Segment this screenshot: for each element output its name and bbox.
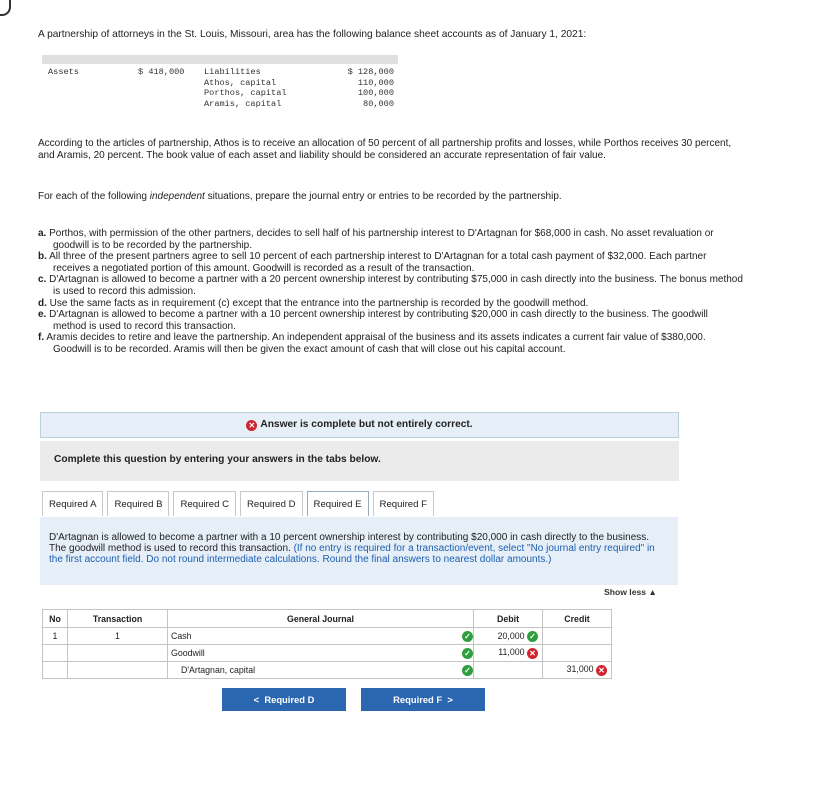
check-icon: ✓ — [462, 665, 473, 676]
tab-required-a[interactable]: Required A — [42, 491, 103, 516]
debit-value: 11,000 — [498, 647, 525, 657]
instruction-pre: For each of the following — [38, 191, 150, 202]
prev-label: Required D — [264, 694, 315, 705]
liab-label: Liabilities — [204, 67, 261, 77]
situation-item — [38, 332, 743, 355]
account-cell[interactable] — [168, 662, 474, 679]
answer-status-banner — [40, 412, 679, 438]
situation-letter: c. — [38, 274, 47, 286]
row-no: 1 — [43, 628, 68, 645]
journal-table — [42, 609, 612, 679]
credit-value: 31,000 — [566, 664, 594, 674]
liab-amount: 100,000 — [357, 88, 394, 98]
balance-sheet — [42, 55, 398, 126]
requirement-tabs — [42, 491, 438, 516]
incorrect-icon: ✕ — [596, 665, 607, 676]
debit-value: 20,000 — [497, 630, 525, 641]
credit-cell[interactable] — [543, 662, 612, 679]
page-edge-mark — [0, 0, 11, 16]
situation-item — [38, 298, 743, 310]
tab-required-d[interactable]: Required D — [240, 491, 303, 516]
row-transaction[interactable]: 1 — [68, 628, 168, 645]
tab-required-b[interactable]: Required B — [107, 491, 169, 516]
row-no — [43, 645, 68, 662]
account-name: Cash — [171, 631, 192, 641]
row-no — [43, 662, 68, 679]
situation-text: D'Artagnan is allowed to become a partner with a 10 percent ownership interest by contributing $20,000 in cash directly to the business. The goodwill method is used to record this transaction. — [49, 309, 708, 332]
table-row — [43, 628, 612, 645]
tab-required-f[interactable]: Required F — [373, 491, 434, 516]
table-header-row — [43, 610, 612, 628]
check-icon: ✓ — [462, 648, 473, 659]
situations-list — [38, 228, 743, 356]
situation-letter: e. — [38, 309, 47, 321]
instruction-text — [38, 191, 738, 203]
credit-cell[interactable] — [543, 645, 612, 662]
table-row — [43, 662, 612, 679]
situation-text: Aramis decides to retire and leave the partnership. An independent appraisal of the business and its assets indicates a current fair value of $380,000. Goodwill is to be recorded. Aramis will then be given the exact amount of cash that will close out his capital account. — [46, 332, 706, 355]
show-less-label: Show less — [604, 587, 647, 597]
situation-item — [38, 251, 743, 274]
liab-label: Aramis, capital — [204, 98, 282, 109]
liab-amount: 110,000 — [357, 77, 394, 88]
col-debit: Debit — [474, 610, 543, 628]
banner-text: Answer is complete but not entirely correct. — [260, 419, 473, 430]
col-no: No — [43, 610, 68, 628]
requirement-prompt — [40, 517, 678, 585]
situation-text: All three of the present partners agree to sell 10 percent of each partnership interest to D'Artagnan for a total cash payment of $32,000. Each partner receives a negotiated portion of this amount. Goodwill is recorded as a result of the transaction. — [49, 251, 707, 274]
liab-amount: $ 128,000 — [347, 67, 394, 77]
check-icon: ✓ — [462, 631, 473, 642]
table-row — [43, 645, 612, 662]
incorrect-icon: ✕ — [246, 420, 257, 431]
liabilities-amounts — [338, 67, 394, 109]
prev-required-button[interactable] — [222, 688, 346, 711]
instruction-post: situations, prepare the journal entry or entries to be recorded by the partnership. — [204, 191, 562, 202]
caret-up-icon: ▲ — [648, 587, 657, 597]
situation-letter: a. — [38, 228, 47, 239]
assets-amount: $ 418,000 — [138, 67, 185, 77]
incorrect-icon: ✕ — [527, 648, 538, 659]
intro-text: A partnership of attorneys in the St. Louis, Missouri, area has the following balance sheet accounts as of January 1, 2021: — [38, 29, 587, 40]
col-general-journal: General Journal — [168, 610, 474, 628]
debit-cell[interactable] — [474, 645, 543, 662]
chevron-right-icon: > — [447, 694, 453, 705]
situation-letter: f. — [38, 332, 45, 344]
account-cell[interactable] — [168, 628, 474, 645]
situation-item — [38, 309, 743, 332]
complete-question-text: Complete this question by entering your answers in the tabs below. — [54, 454, 381, 465]
row-transaction — [68, 662, 168, 679]
situation-letter: d. — [38, 297, 47, 309]
col-credit: Credit — [543, 610, 612, 628]
account-name: Goodwill — [171, 648, 205, 658]
credit-cell[interactable] — [543, 628, 612, 645]
col-transaction: Transaction — [68, 610, 168, 628]
assets-label: Assets — [48, 67, 79, 77]
liab-amount: 80,000 — [363, 98, 394, 109]
liab-label: Porthos, capital — [204, 88, 287, 98]
account-name: D'Artagnan, capital — [181, 665, 256, 675]
situation-item — [38, 274, 743, 297]
instruction-em: independent — [149, 191, 205, 202]
row-transaction — [68, 645, 168, 662]
check-icon: ✓ — [527, 631, 538, 642]
complete-question-panel — [40, 441, 679, 481]
prompt-note: (If no entry is required for a transaction/event, select "No journal entry required" in the first account field. Do not round intermediate calculations. Round the final answers to nearest dollar amounts.) — [49, 543, 655, 565]
situation-item — [38, 228, 743, 251]
next-required-button[interactable] — [361, 688, 485, 711]
tab-required-e[interactable]: Required E — [307, 491, 369, 516]
articles-text: According to the articles of partnership, Athos is to receive an allocation of 50 percent of all partnership profits and losses, while Porthos receives 30 percent, and Aramis, 20 percent. The book value of each asset and liability should be considered an accurate representation of fair value. — [38, 138, 732, 161]
situation-text: D'Artagnan is allowed to become a partner with a 20 percent ownership interest by contributing $75,000 in cash directly into the business. The bonus method is used to record this admission. — [49, 274, 743, 297]
account-cell[interactable] — [168, 645, 474, 662]
situation-text: Porthos, with permission of the other partners, decides to sell half of his partnership interest to D'Artagnan for $68,000 in cash. No asset revaluation or goodwill is to be recorded by the partnership. — [49, 228, 714, 251]
prompt-paragraph — [49, 532, 664, 565]
situation-letter: b. — [38, 251, 47, 263]
liabilities-labels — [204, 67, 287, 109]
prompt-text: D'Artagnan is allowed to become a partner with a 10 percent ownership interest by contributing $20,000 in cash directly to the business. The goodwill method is used to record this transaction. — [49, 532, 650, 554]
tab-required-c[interactable]: Required C — [173, 491, 236, 516]
chevron-left-icon: < — [253, 694, 260, 705]
debit-cell[interactable] — [474, 628, 543, 645]
liab-label: Athos, capital — [204, 77, 277, 88]
show-less-link[interactable] — [604, 587, 657, 597]
debit-cell[interactable] — [474, 662, 543, 679]
next-label: Required F — [393, 694, 443, 705]
situation-text: Use the same facts as in requirement (c) except that the entrance into the partnership is recorded by the goodwill method. — [49, 297, 589, 309]
